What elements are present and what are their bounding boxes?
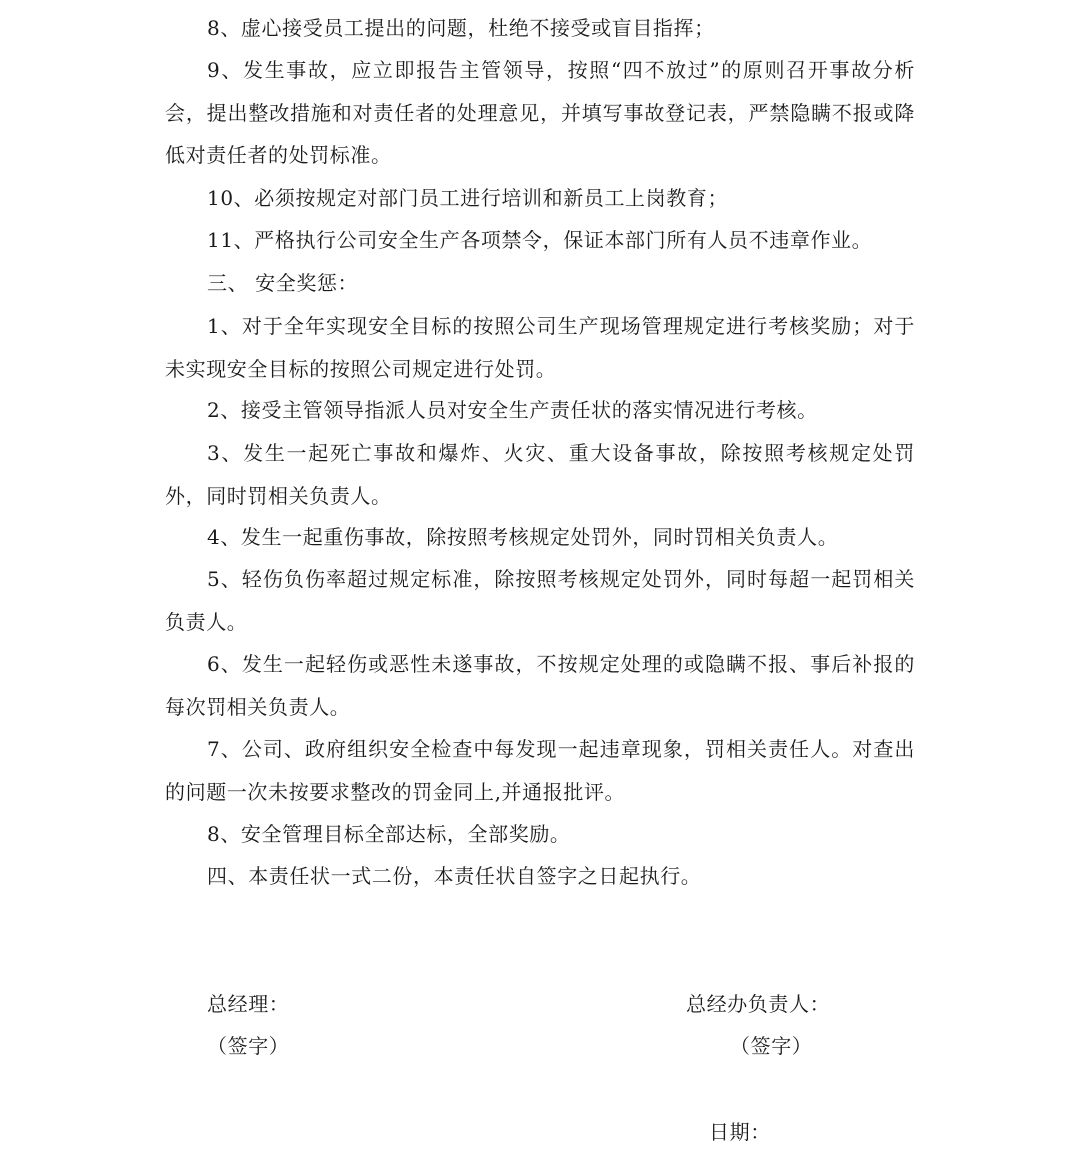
reward-clause-5: 5、轻伤负伤率超过规定标准，除按照考核规定处罚外，同时每超一起罚相关负责人。	[165, 567, 915, 634]
reward-clause-4: 4、发生一起重伤事故，除按照考核规定处罚外，同时罚相关负责人。	[207, 525, 839, 549]
general-manager-signature: （签字）	[207, 1034, 290, 1058]
date-label: 日期：	[709, 1120, 771, 1144]
clause-11-prohibitions: 11、严格执行公司安全生产各项禁令，保证本部门所有人员不违章作业。	[207, 228, 873, 252]
reward-clause-7: 7、公司、政府组织安全检查中每发现一起违章现象，罚相关责任人。对查出的问题一次未按要求整改的罚金同上,并通报批评。	[165, 737, 915, 804]
office-head-label: 总经办负责人：	[686, 992, 831, 1016]
section-4-copies: 四、本责任状一式二份，本责任状自签字之日起执行。	[207, 864, 702, 888]
clause-10-training: 10、必须按规定对部门员工进行培训和新员工上岗教育；	[207, 186, 729, 210]
clause-9-accident-report: 9、发生事故，应立即报告主管领导，按照“四不放过”的原则召开事故分析会，提出整改措施和对责任者的处理意见，并填写事故登记表，严禁隐瞒不报或降低对责任者的处罚标准。	[165, 58, 915, 167]
reward-clause-1: 1、对于全年实现安全目标的按照公司生产现场管理规定进行考核奖励；对于未实现安全目标的按照公司规定进行处罚。	[165, 314, 915, 381]
clause-8-listen: 8、虚心接受员工提出的问题，杜绝不接受或盲目指挥；	[207, 16, 715, 40]
reward-clause-3: 3、发生一起死亡事故和爆炸、火灾、重大设备事故，除按照考核规定处罚外，同时罚相关负责人。	[165, 441, 915, 508]
reward-clause-2: 2、接受主管领导指派人员对安全生产责任状的落实情况进行考核。	[207, 398, 818, 422]
section-3-heading: 三、 安全奖惩：	[207, 271, 359, 295]
reward-clause-8: 8、安全管理目标全部达标，全部奖励。	[207, 822, 571, 846]
office-head-signature: （签字）	[730, 1034, 813, 1058]
general-manager-label: 总经理：	[207, 992, 290, 1016]
reward-clause-6: 6、发生一起轻伤或恶性未遂事故，不按规定处理的或隐瞒不报、事后补报的每次罚相关负责人。	[165, 652, 915, 719]
